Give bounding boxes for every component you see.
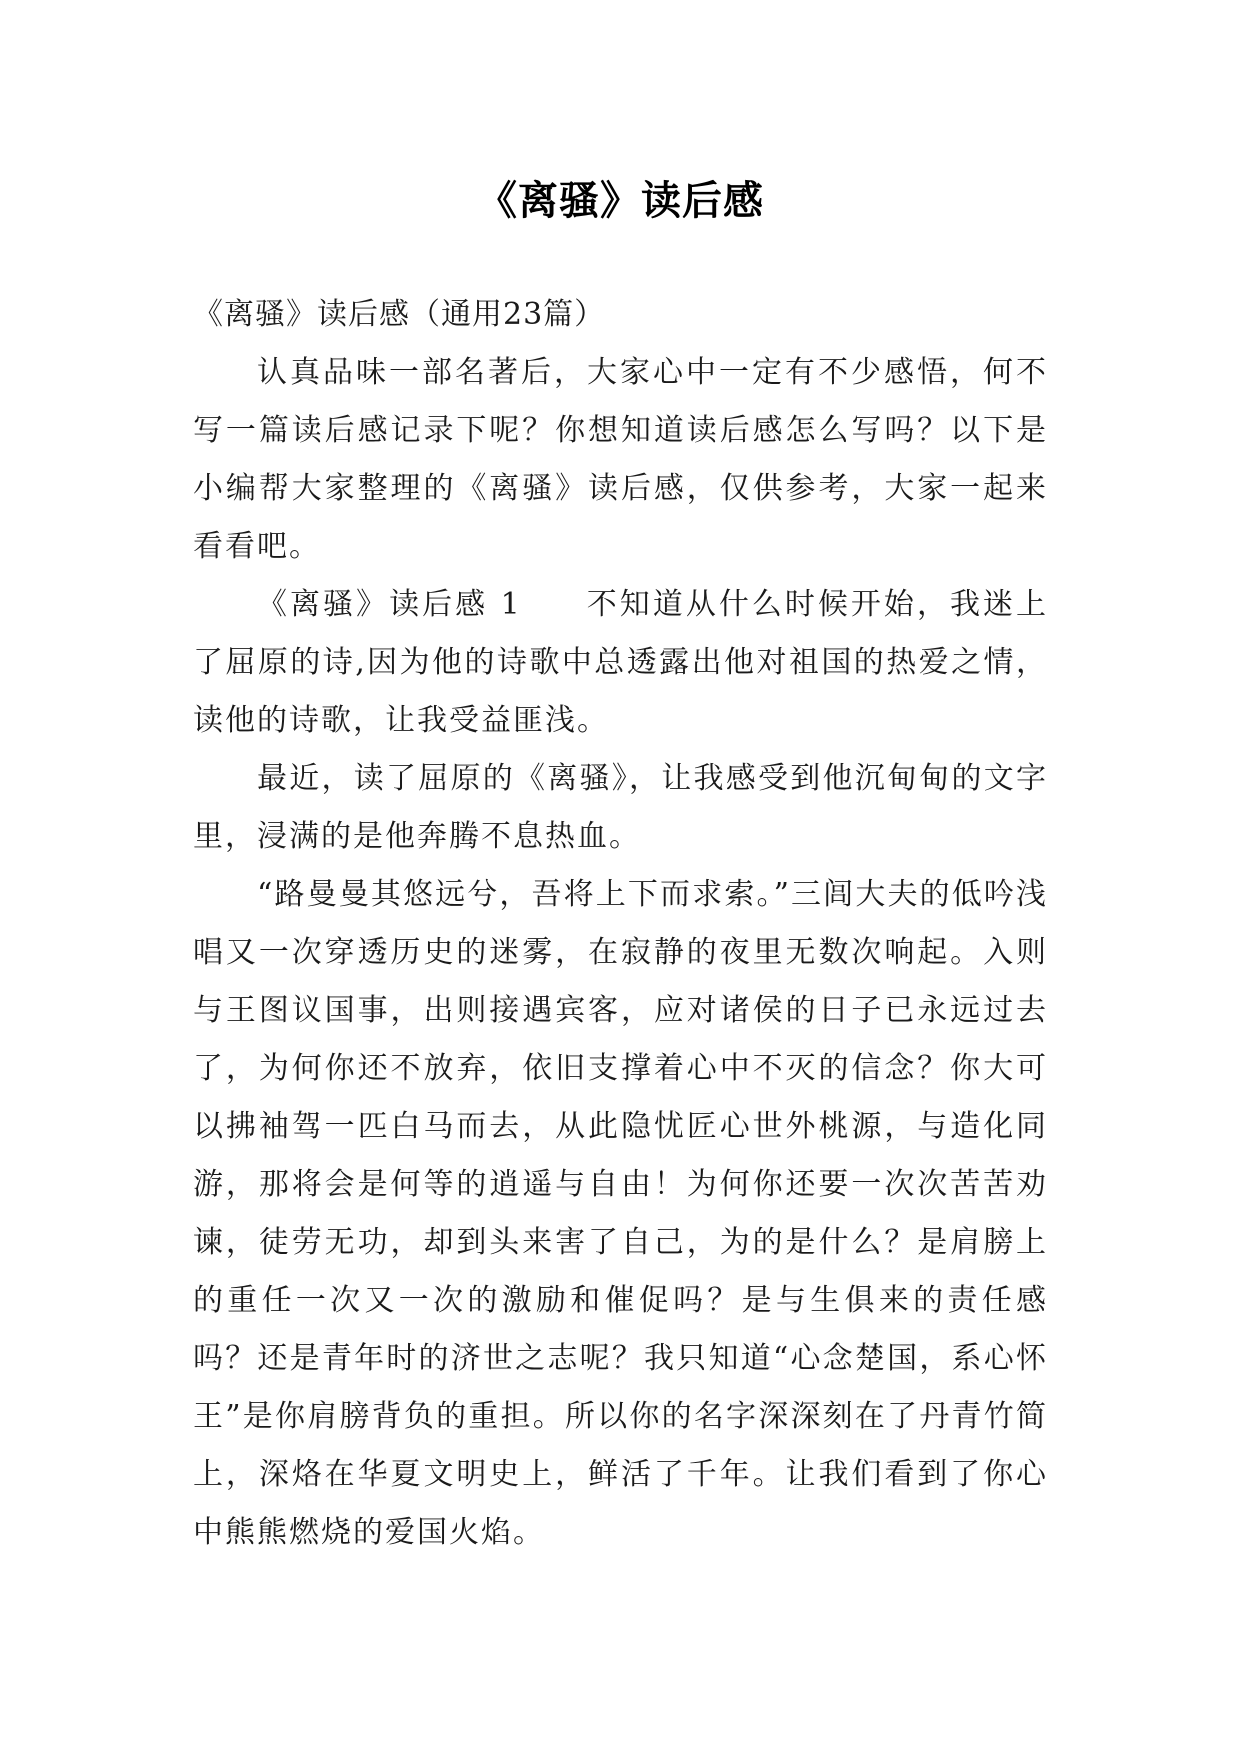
- essay-1-paragraph-2: 最近，读了屈原的《离骚》，让我感受到他沉甸甸的文字里，浸满的是他奔腾不息热血。: [193, 761, 1048, 854]
- essay-1-opening-text: 不知道从什么时候开始，我迷上了屈原的诗,因为他的诗歌中总透露出他对祖国的热爱之情，读他的诗歌，让我受益匪浅。: [193, 587, 1049, 738]
- essay-1-heading: 《离骚》读后感 1: [257, 587, 522, 622]
- essay-1-paragraph-3: “路曼曼其悠远兮，吾将上下而求索。”三闾大夫的低吟浅唱又一次穿透历史的迷雾，在寂静的夜里无数次响起。入则与王图议国事，出则接遇宾客，应对诸侯的日子已永远过去了，为何你还不放弃，依旧支撑着心中不灭的信念？你大可以拂袖驾一匹白马而去，从此隐忧匠心世外桃源，与造化同游，那将会是何等的逍遥与自由！为何你还要一次次苦苦劝谏，徒劳无功，却到头来害了自己，为的是什么？是肩膀上的重任一次又一次的激励和催促吗？是与生俱来的责任感吗？还是青年时的济世之志呢？我只知道“心念楚国，系心怀王”是你肩膀背负的重担。所以你的名字深深刻在了丹青竹简上，深烙在华夏文明史上，鲜活了千年。让我们看到了你心中熊熊燃烧的爱国火焰。: [193, 877, 1048, 1550]
- intro-paragraph: 认真品味一部名著后，大家心中一定有不少感悟，何不写一篇读后感记录下呢？你想知道读后感怎么写吗？以下是小编帮大家整理的《离骚》读后感，仅供参考，大家一起来看看吧。: [193, 355, 1048, 564]
- document-subtitle: 《离骚》读后感（通用23篇）: [193, 297, 606, 332]
- essay-1-first-paragraph: [193, 576, 1048, 750]
- document-title: 《离骚》读后感: [477, 177, 764, 224]
- document-body: [193, 286, 1048, 1562]
